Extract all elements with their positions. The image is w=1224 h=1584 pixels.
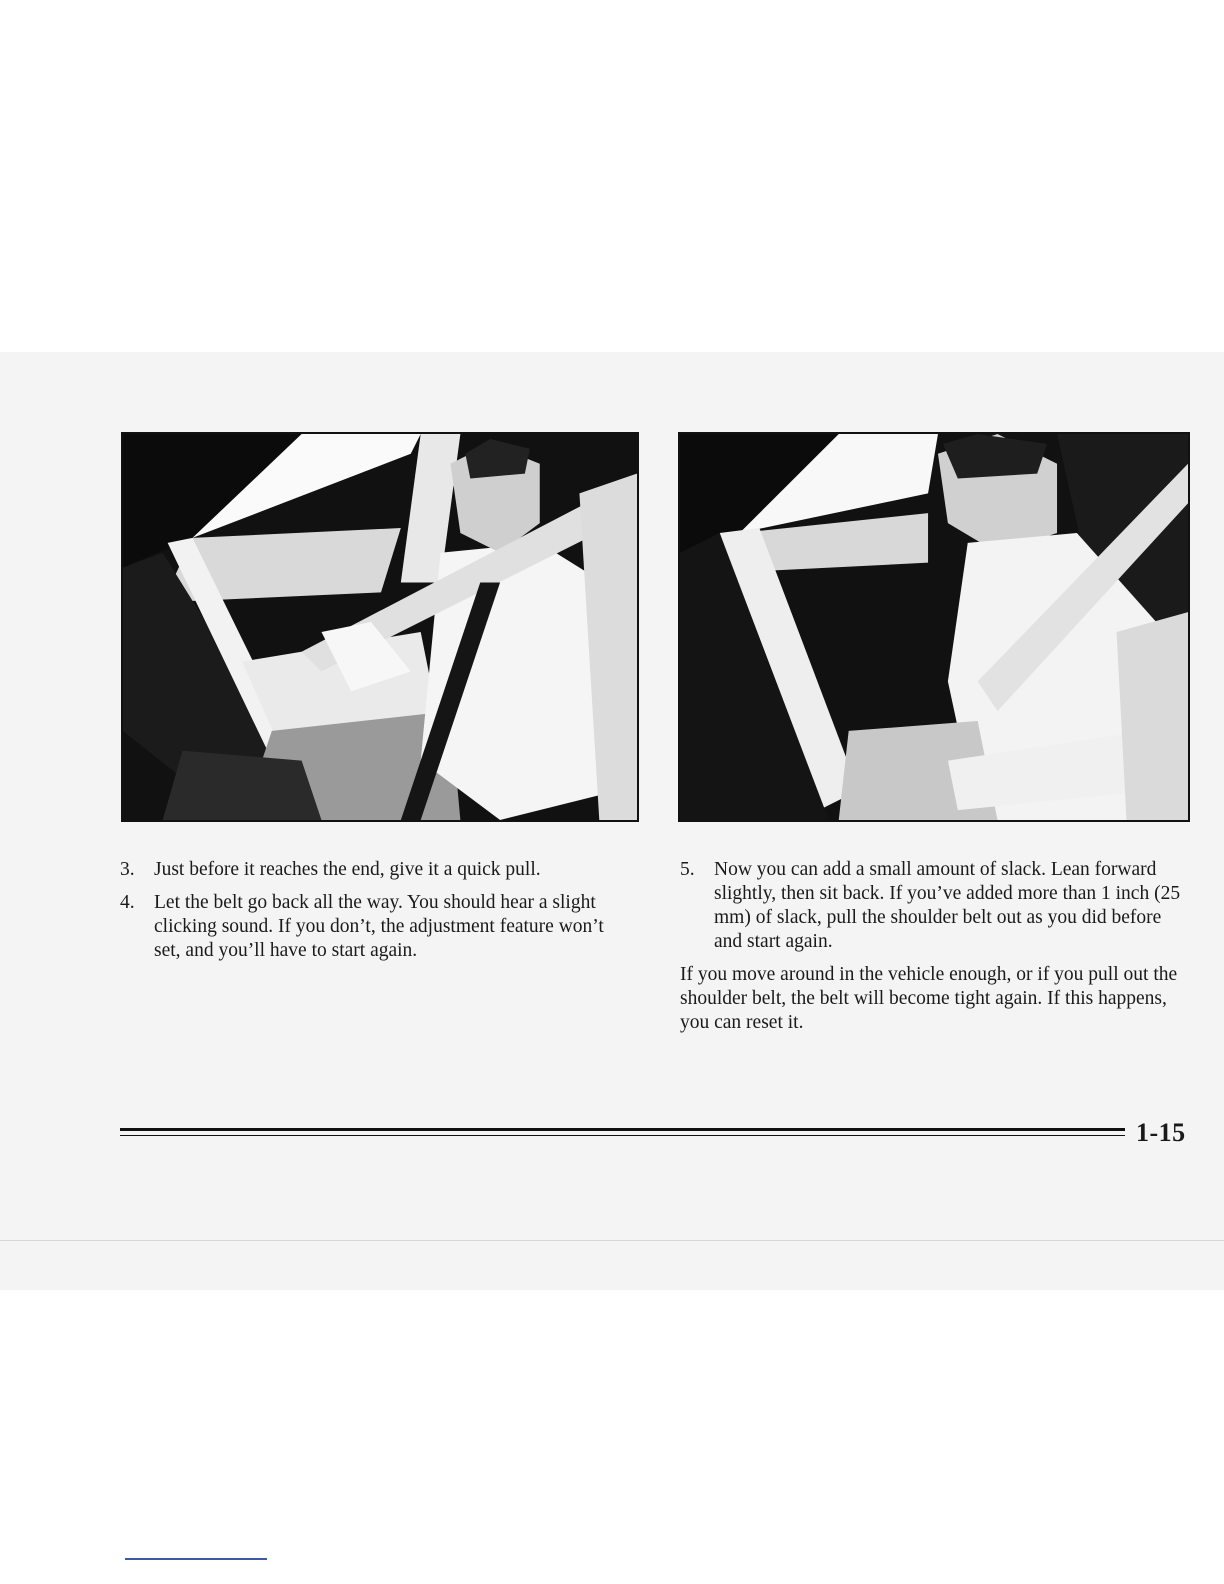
- illustration-driver-pulling-belt: [121, 432, 639, 822]
- step-4: [120, 891, 620, 963]
- right-text-column: [680, 858, 1190, 1035]
- left-text-column: [120, 858, 620, 972]
- step-text: Let the belt go back all the way. You should hear a slight clicking sound. If you don’t, the adjustment feature won’t set, and you’ll have to start again.: [154, 892, 604, 961]
- step-number: 5.: [680, 859, 695, 880]
- driver-pulling-belt-drawing: [123, 434, 637, 820]
- illustration-occupant-adding-slack: [678, 432, 1190, 822]
- footer-rule-thick: [120, 1128, 1125, 1131]
- reset-paragraph: If you move around in the vehicle enough, or if you pull out the shoulder belt, the belt will become tight again. If this happens, you can reset it.: [680, 964, 1178, 1033]
- occupant-adding-slack-drawing: [680, 434, 1188, 820]
- step-text: Now you can add a small amount of slack. Lean forward slightly, then sit back. If you’ve added more than 1 inch (25 mm) of slack, pull the shoulder belt out as you did before and start again.: [714, 859, 1181, 952]
- step-3: [120, 858, 620, 882]
- page-number: 1-15: [1136, 1118, 1186, 1147]
- step-number: 3.: [120, 859, 135, 880]
- step-number: 4.: [120, 892, 135, 913]
- step-5: [680, 858, 1190, 954]
- scan-edge-line: [0, 1240, 1224, 1241]
- footer-rule-thin: [120, 1135, 1125, 1136]
- step-text: Just before it reaches the end, give it a quick pull.: [154, 859, 541, 880]
- footer-accent-line: [125, 1558, 267, 1560]
